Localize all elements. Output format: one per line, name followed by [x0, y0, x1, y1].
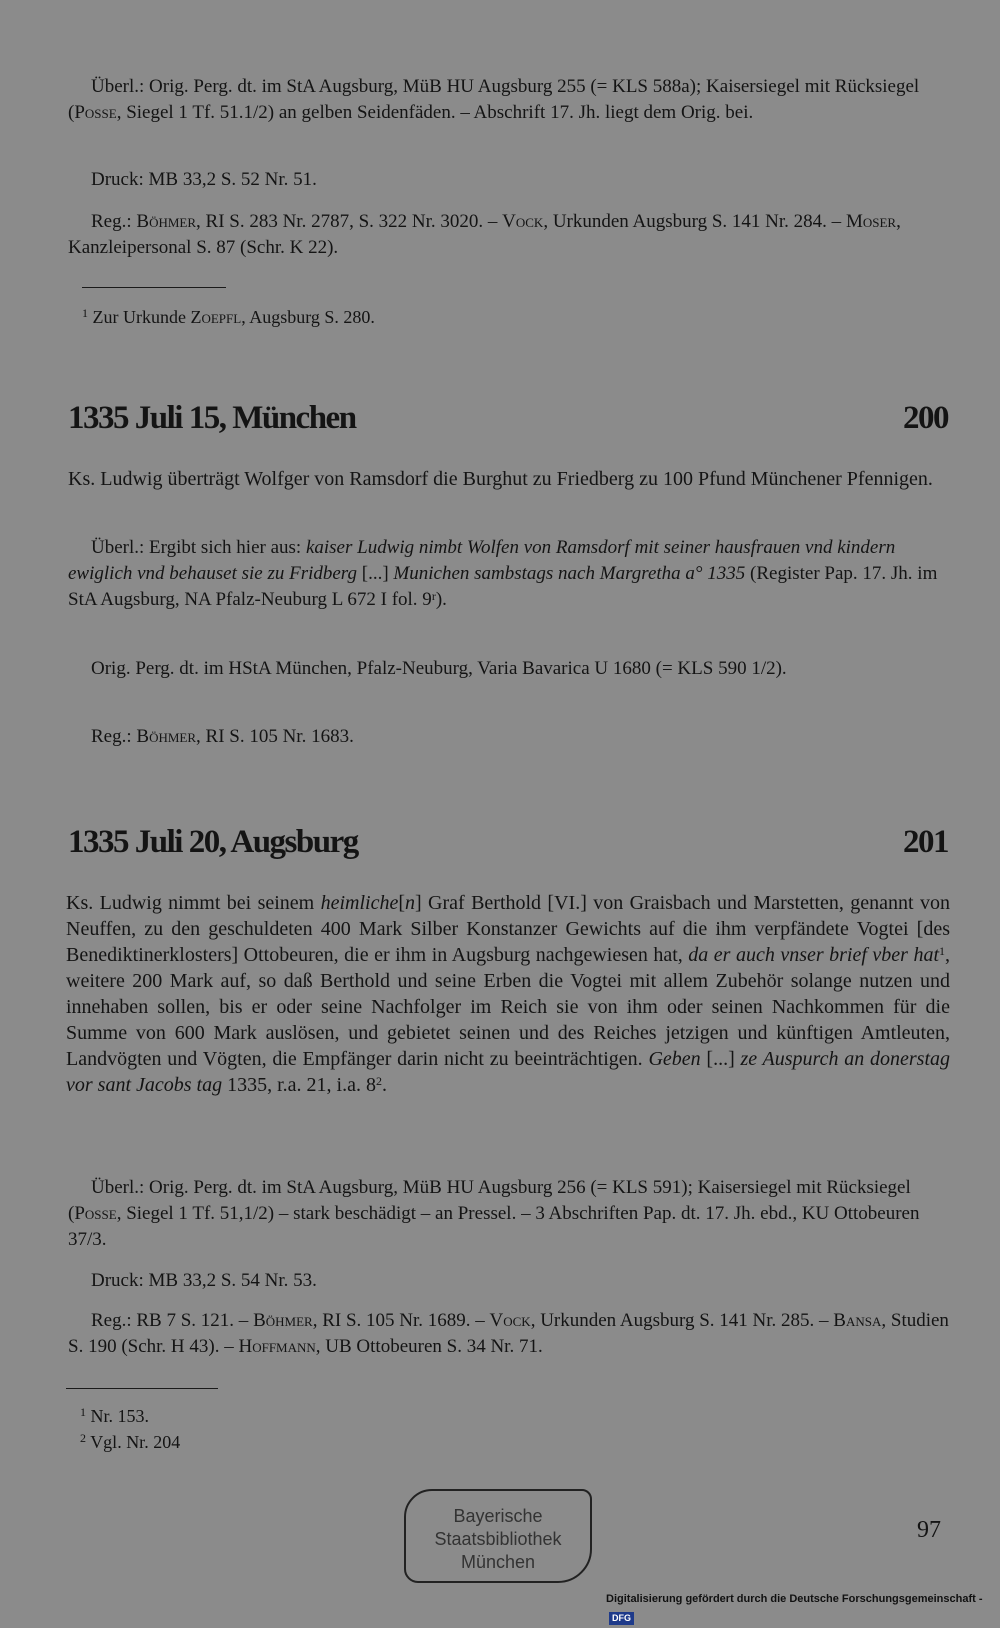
- druck-paragraph-continued: Druck: MB 33,2 S. 52 Nr. 51.: [91, 169, 317, 190]
- entry-201-heading: [68, 824, 948, 861]
- entry-201-druck: Druck: MB 33,2 S. 54 Nr. 53.: [91, 1270, 317, 1291]
- reg-paragraph-continued: Reg.: Böhmer, RI S. 283 Nr. 2787, S. 322 Nr. 3020. – Vock, Urkunden Augsburg S. 141 Nr. 284. – Moser, Kanzleipersonal S. 87 (Schr. K 22).: [68, 211, 901, 258]
- page-number: 97: [917, 1517, 941, 1543]
- dfg-logo: DFG: [609, 1612, 634, 1625]
- entry-201-regest: Ks. Ludwig nimmt bei seinem heimliche[n] Graf Berthold [VI.] von Graisbach und Marstetten, genannt von Neuffen, zu den geschuldeten 400 Mark Silber Konstanzer Gewichts auf die ihm verpfändete Vogtei [des Benediktinerklosters] Ottobeuren, die er ihm in Augsburg nachgewiesen hat, da er auch vnser brief vber hat$^1$, weitere 200 Mark auf, so daß Berthold und seine Erben die Vogtei mit allem Zubehör solange nutzen und innehaben sollen, bis er oder seine Nachfolger im Reich sie von ihm oder seinen Nachkommen für die Summe von 600 Mark auslösen, und gebietet seinen und des Reiches jetzigen und künftigen Amtleuten, Landvögten und Vögten, die Empfänger darin nicht zu beeinträchtigen. Geben [...] ze Auspurch an donerstag vor sant Jacobs tag 1335, r.a. 21, i.a. $8^2$.: [66, 892, 951, 1096]
- footnote-rule-2: [66, 1388, 218, 1389]
- entry-200-date-place: 1335 Juli 15, München: [68, 400, 356, 436]
- footer-text: Digitalisierung gefördert durch die Deutsche Forschungsgemeinschaft -: [606, 1593, 983, 1605]
- entry-200-number: 200: [903, 400, 948, 436]
- footnote-1-text: Nr. 153.: [90, 1406, 149, 1426]
- footnote-continued-1: $^1$ Zur Urkunde Zoepfl, Augsburg S. 280.: [82, 306, 375, 327]
- entry-200-heading: [68, 400, 948, 437]
- entry-200-orig: Orig. Perg. dt. im HStA München, Pfalz-Neuburg, Varia Bavarica U 1680 (= KLS 590 1/2).: [91, 658, 787, 679]
- library-stamp: [404, 1489, 592, 1583]
- entry-200-regest: Ks. Ludwig überträgt Wolfger von Ramsdorf die Burghut zu Friedberg zu 100 Pfund Münchener Pfennigen.: [68, 468, 933, 490]
- entry-201-reg: Reg.: RB 7 S. 121. – Böhmer, RI S. 105 Nr. 1689. – Vock, Urkunden Augsburg S. 141 Nr. 285. – Bansa, Studien S. 190 (Schr. H 43). – Hoffmann, UB Ottobeuren S. 34 Nr. 71.: [68, 1310, 949, 1357]
- footnote-2-text: Vgl. Nr. 204: [90, 1432, 181, 1452]
- entry-201-footnote-1: $^1$ Nr. 153.: [80, 1405, 149, 1426]
- stamp-line-2: Staatsbibliothek: [434, 1529, 562, 1549]
- digitization-footer: [606, 1590, 1000, 1623]
- entry-201-date-place: 1335 Juli 20, Augsburg: [68, 824, 358, 860]
- entry-200-ueberl: Überl.: Ergibt sich hier aus: kaiser Ludwig nimbt Wolfen von Ramsdorf mit seiner hausfrauen vnd kindern ewiglich vnd behauset sie zu Fridberg [...] Munichen sambstags nach Margretha a° 1335 (Register Pap. 17. Jh. im StA Augsburg, NA Pfalz-Neuburg L 672 I fol. 9$^r$).: [68, 537, 938, 610]
- entry-201-ueberl: Überl.: Orig. Perg. dt. im StA Augsburg, MüB HU Augsburg 256 (= KLS 591); Kaisersiegel mit Rücksiegel (Posse, Siegel 1 Tf. 51,1/2) – stark beschädigt – an Pressel. – 3 Abschriften Pap. dt. 17. Jh. ebd., KU Ottobeuren 37/3.: [68, 1177, 920, 1250]
- footnote-rule-1: [82, 287, 226, 288]
- entry-201-number: 201: [903, 824, 948, 860]
- stamp-line-3: München: [460, 1552, 536, 1572]
- entry-200-reg: Reg.: Böhmer, RI S. 105 Nr. 1683.: [91, 726, 354, 747]
- ueberl-paragraph-continued: Überl.: Orig. Perg. dt. im StA Augsburg, MüB HU Augsburg 255 (= KLS 588a); Kaisersiegel mit Rücksiegel (Posse, Siegel 1 Tf. 51.1/2) an gelben Seidenfäden. – Abschrift 17. Jh. liegt dem Orig. bei.: [68, 76, 920, 123]
- entry-201-footnote-2: $^2$ Vgl. Nr. 204: [80, 1431, 181, 1452]
- stamp-line-1: Bayerische: [453, 1506, 543, 1526]
